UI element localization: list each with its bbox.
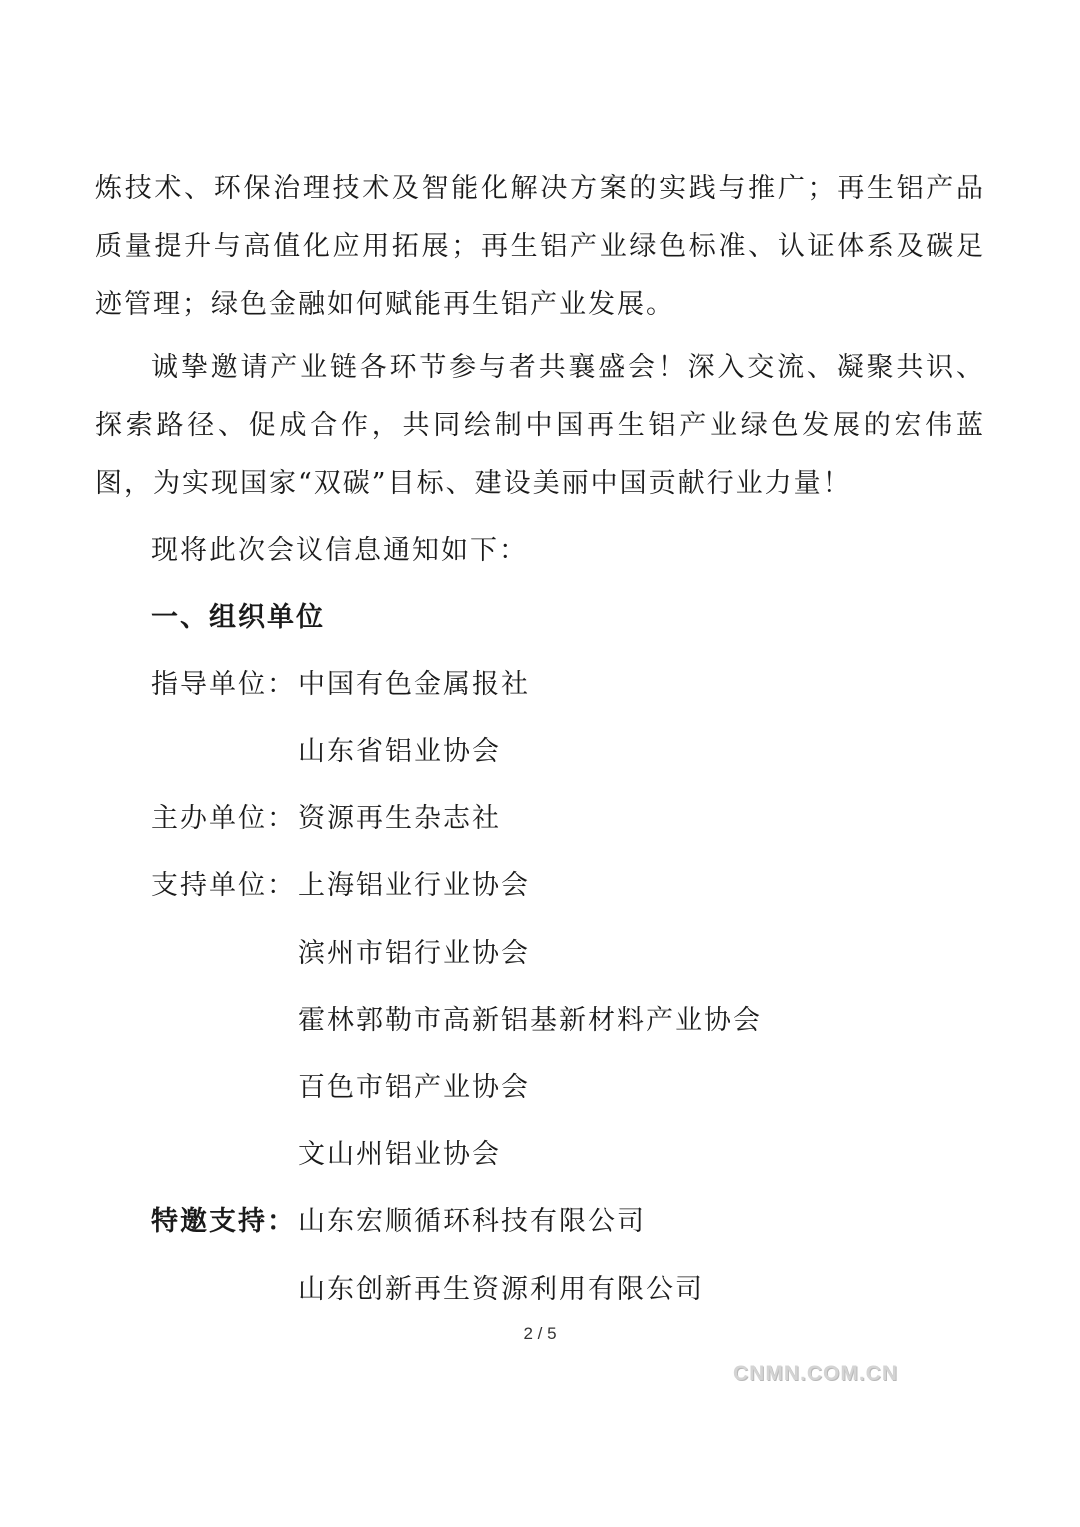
paragraph-invitation: 诚挚邀请产业链各环节参与者共襄盛会！深入交流、凝聚共识、探索路径、促成合作，共同绘制中国再生铝产业绿色发展的宏伟蓝图，为实现国家“双碳”目标、建设美丽中国贡献行业力量！ bbox=[95, 352, 985, 499]
support-unit-item: 霍林郭勒市高新铝基新材料产业协会 bbox=[298, 1005, 762, 1036]
host-unit-label: 主办单位： bbox=[151, 803, 296, 834]
watermark-logo: CNMN.COM.CN bbox=[733, 1362, 898, 1385]
support-unit-item: 滨州市铝行业协会 bbox=[298, 938, 530, 969]
notice-line: 现将此次会议信息通知如下： bbox=[151, 535, 528, 566]
support-unit-label: 支持单位： bbox=[151, 870, 296, 901]
special-support-label: 特邀支持： bbox=[151, 1206, 296, 1237]
support-unit-item: 百色市铝产业协会 bbox=[298, 1072, 530, 1103]
section-heading: 一、组织单位 bbox=[151, 602, 325, 633]
support-unit-item: 上海铝业行业协会 bbox=[298, 870, 530, 901]
guiding-unit-item: 中国有色金属报社 bbox=[298, 669, 530, 700]
host-unit-item: 资源再生杂志社 bbox=[298, 803, 501, 834]
paragraph-topics: 炼技术、环保治理技术及智能化解决方案的实践与推广；再生铝产品质量提升与高值化应用拓展；再生铝产业绿色标准、认证体系及碳足迹管理；绿色金融如何赋能再生铝产业发展。 bbox=[95, 173, 985, 320]
support-unit-item: 文山州铝业协会 bbox=[298, 1139, 501, 1170]
guiding-unit-label: 指导单位： bbox=[151, 669, 296, 700]
special-support-item: 山东宏顺循环科技有限公司 bbox=[298, 1206, 646, 1237]
guiding-unit-item: 山东省铝业协会 bbox=[298, 736, 501, 767]
special-support-item: 山东创新再生资源利用有限公司 bbox=[298, 1274, 704, 1305]
page-number: 2 / 5 bbox=[523, 1324, 557, 1343]
